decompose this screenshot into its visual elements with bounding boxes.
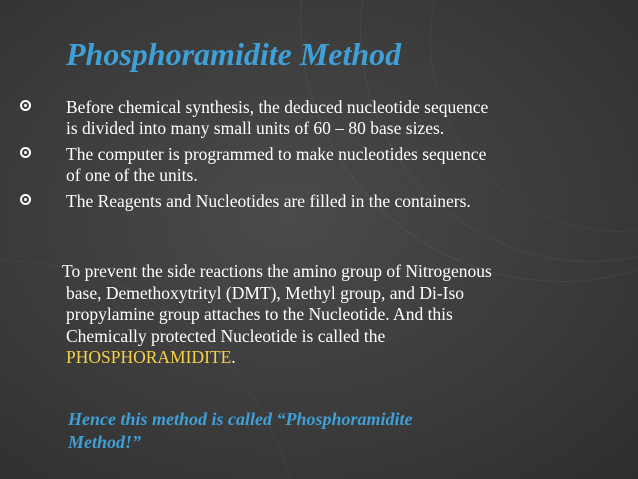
conclusion-quote: Method!” — [68, 432, 142, 452]
paragraph-line: propylamine group attaches to the Nucleotide. And this — [66, 304, 453, 324]
bullet-list — [16, 97, 576, 217]
bullet-item — [16, 191, 576, 212]
conclusion-prefix: Hence this method is called — [68, 409, 277, 429]
slide-title: Phosphoramidite Method — [66, 36, 402, 72]
bullet-text-line: Before chemical synthesis, the deduced nucleotide sequence — [66, 97, 489, 117]
bullet-text-line: of one of the units. — [66, 165, 198, 185]
paragraph-line: To prevent the side reactions the amino group of Nitrogenous — [62, 261, 492, 281]
bullet-text-line: The computer is programmed to make nucleotides sequence — [66, 144, 487, 164]
bullet-item — [16, 97, 576, 139]
conclusion-text — [68, 408, 548, 454]
paragraph-line: Chemically protected Nucleotide is called the — [66, 325, 386, 346]
explanation-paragraph — [62, 261, 566, 369]
bullet-item — [16, 144, 576, 186]
circle-bullet-icon — [20, 194, 31, 205]
bullet-text-line: The Reagents and Nucleotides are filled in the containers. — [66, 191, 471, 211]
conclusion-quote: “Phosphoramidite — [276, 409, 413, 429]
highlighted-term: PHOSPHORAMIDITE — [66, 347, 232, 367]
paragraph-line: base, Demethoxytrityl (DMT), Methyl group, and Di-Iso — [66, 282, 465, 303]
paragraph-end: . — [231, 347, 236, 367]
circle-bullet-icon — [20, 147, 31, 158]
circle-bullet-icon — [20, 100, 31, 111]
bullet-text-line: is divided into many small units of 60 – 80 base sizes. — [66, 118, 445, 138]
